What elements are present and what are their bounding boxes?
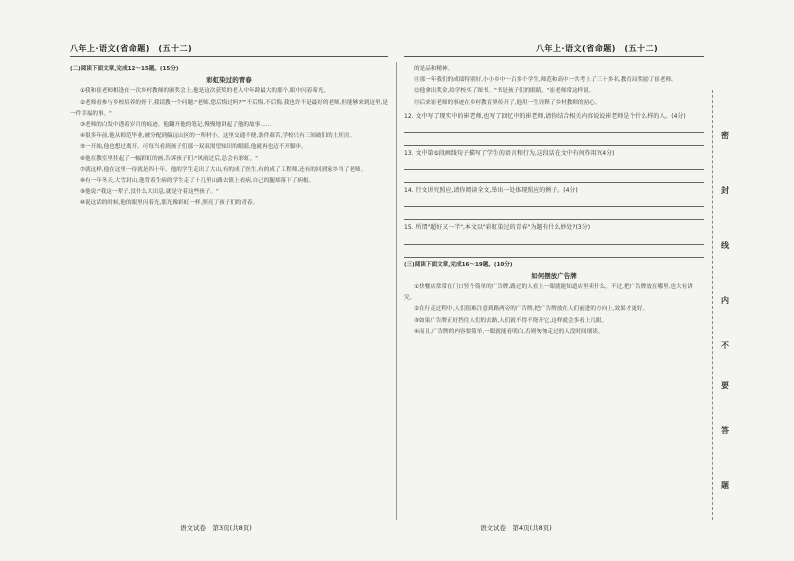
answer-line[interactable] <box>404 122 704 133</box>
header-rule-right <box>404 56 704 57</box>
paragraph: ④很多年前,他从师范毕业,被分配到偏远山区的一所村小。这里交通不便,条件艰苦,学校只有三间破旧的土坯房。 <box>80 133 356 140</box>
paragraph: ⑥他在教室里挂起了一幅彩虹的画,告诉孩子们:"风雨过后,总会有彩虹。" <box>80 155 258 162</box>
answer-line[interactable] <box>404 196 704 207</box>
paragraph: ②老师看参与乡校培养的骨干,我请教一个问题:"老师,您后悔过吗?""不后悔,不后悔,我也许不是最好的老师,但能够来到这里,是一件幸福的事。" <box>70 99 388 117</box>
page-header-right: 八年上·语文(省命题) (五十二) <box>536 44 659 53</box>
page-footer-left: 语文试卷 第3页(共8页) <box>180 524 252 532</box>
paragraph: 的是品和精神。 <box>414 66 454 72</box>
paragraph: ⑦就这样,他在这里一待就是四十年。他的学生走出了大山,有的成了医生,有的成了工程师,还有的回到家乡当了老师。 <box>80 166 367 173</box>
paragraph: ⑬后来崔老师的事迹在乡村教育界传开了,他用一生诠释了乡村教师的初心。 <box>414 99 601 106</box>
seal-char: 要 <box>721 381 729 390</box>
answer-line[interactable] <box>404 247 704 258</box>
answer-line[interactable] <box>404 135 704 146</box>
column-divider <box>396 62 397 520</box>
seal-char: 题 <box>721 481 729 490</box>
paragraph: ①我和崔老师相逢在一次乡村教师的颁奖会上,他是这次获奖的老人中年龄最大的那个,眼中闪着希光。 <box>80 88 330 95</box>
paragraph: ④而且,广告牌的内容要简单,一眼就能看明白,否则匆匆走过的人没时间细读。 <box>414 328 604 335</box>
question-12: 12. 文中写了现实中的崔老师,也写了回忆中的崔老师,请你结合相关内容说说崔老师是个什么样的人。(4分) <box>404 112 686 120</box>
seal-char: 答 <box>721 426 729 435</box>
paragraph: ⑨他说:"我这一辈子,没什么大出息,就是守着这些孩子。" <box>80 189 219 196</box>
section-heading: (二)阅读下面文章,完成12～15题。(15分) <box>70 66 179 72</box>
page-footer-right: 语文试卷 第4页(共8页) <box>480 524 552 532</box>
answer-line[interactable] <box>404 159 704 170</box>
section-heading: (三)阅读下面文章,完成16～19题。(10分) <box>404 261 513 268</box>
seal-char: 不 <box>721 341 729 350</box>
paragraph: ①快餐店常常在门口竖个简单的广告牌,路过的人看上一眼就能知道店里卖什么。不过,把广告牌放在哪里,也大有讲究。 <box>404 284 693 302</box>
paragraph: ⑧有一年冬天,大雪封山,他背着生病的学生走了十几里山路去镇上看病,自己的腿却落下了病根。 <box>80 178 315 185</box>
paragraph: ⑤一开始,他也想过离开。可每当看到孩子们那一双双渴望知识的眼睛,他就再也迈不开脚步。 <box>80 144 307 151</box>
answer-line[interactable] <box>404 172 704 183</box>
paragraph: ③如果广告牌正好挡住人们的去路,人们就不得不绕开它,这样就会多看上几眼。 <box>414 317 608 324</box>
header-rule-left <box>70 56 388 57</box>
question-15: 15. 所谓"超好又一半",本文以"彩虹染过的青春"为题有什么妙处?(3分) <box>404 224 591 232</box>
paragraph: ⑪那一年我们的成绩特别好,小小乡中一百多个学生,师范和高中一共考上了三十多名,教育局奖励了崔老师。 <box>414 77 677 84</box>
paragraph: ⑩说这话的时候,他的眼里闪着光,那光像彩虹一样,照亮了孩子们的青春。 <box>80 200 259 207</box>
seal-line <box>712 90 739 520</box>
answer-line[interactable] <box>404 209 704 220</box>
seal-char: 内 <box>721 296 729 305</box>
page-header-left: 八年上·语文(省命题) (五十二) <box>70 44 193 53</box>
paragraph: ③老师的白发中透着岁月的痕迹。他翻开他的笔记,慢慢地讲起了他的故事…… <box>80 122 272 129</box>
right-column <box>404 64 704 514</box>
question-13: 13. 文中第⑤段画线句子描写了学生的语言和行为,这段话在文中有何作用?(4分) <box>404 150 615 158</box>
article-title: 彩虹染过的青春 <box>206 76 252 85</box>
seal-char: 线 <box>721 241 729 250</box>
answer-line[interactable] <box>404 234 704 245</box>
seal-char: 密 <box>721 131 729 140</box>
article-title: 如何摆放广告牌 <box>531 271 577 280</box>
paragraph: ②在行走过程中,人们很难注意到路两旁的广告牌,把广告牌放在人们前进的方向上,效果才更好。 <box>414 306 649 313</box>
seal-char: 封 <box>721 186 729 195</box>
paragraph: ⑫他拿出奖金,给学校买了图书。"书是孩子们的眼睛。"崔老师常这样说。 <box>414 88 595 95</box>
question-14: 14. 行文讲究照应,请你阅读全文,举出一处体现照应的例子。(4分) <box>404 187 578 195</box>
left-column <box>70 64 388 514</box>
